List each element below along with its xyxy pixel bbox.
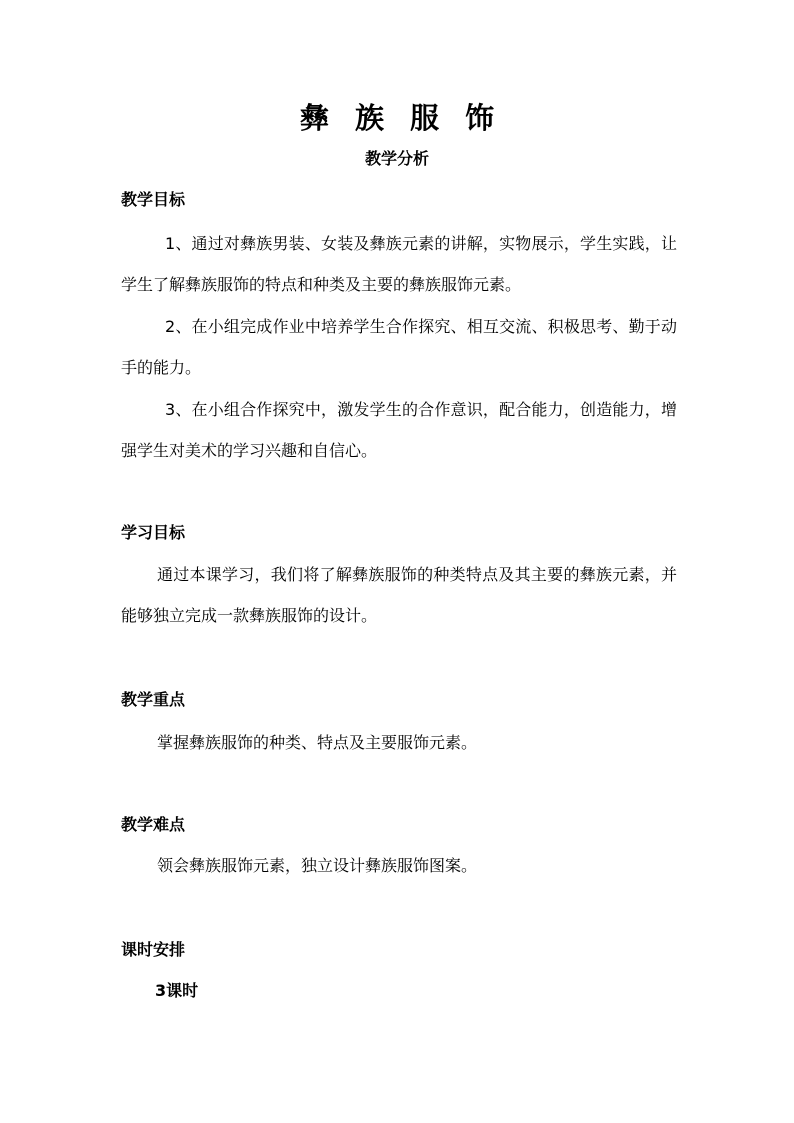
- schedule-text: 3课时: [155, 981, 199, 1000]
- learning-goals-text: 通过本课学习，我们将了解彝族服饰的种类特点及其主要的彝族元素，并能够独立完成一款彝族服饰的设计。: [121, 565, 677, 625]
- difficulties-heading: 教学难点: [121, 815, 186, 834]
- teaching-goal-item: 1、通过对彝族男装、女装及彝族元素的讲解，实物展示，学生实践，让学生了解彝族服饰的特点和种类及主要的彝族服饰元素。: [121, 234, 677, 294]
- schedule-heading: 课时安排: [121, 940, 186, 959]
- document-subtitle: 教学分析: [364, 149, 429, 168]
- key-points-heading: 教学重点: [121, 690, 186, 709]
- document-title: 彝族服饰: [299, 101, 520, 135]
- teaching-goal-item: 3、在小组合作探究中，激发学生的合作意识，配合能力，创造能力，增强学生对美术的学习兴趣和自信心。: [121, 400, 677, 460]
- key-points-text: 掌握彝族服饰的种类、特点及主要服饰元素。: [157, 733, 478, 752]
- difficulties-text: 领会彝族服饰元素，独立设计彝族服饰图案。: [157, 856, 478, 875]
- learning-goals-heading: 学习目标: [121, 523, 186, 542]
- teaching-goals-heading: 教学目标: [121, 190, 186, 209]
- teaching-goal-item: 2、在小组完成作业中培养学生合作探究、相互交流、积极思考、勤于动手的能力。: [121, 317, 677, 377]
